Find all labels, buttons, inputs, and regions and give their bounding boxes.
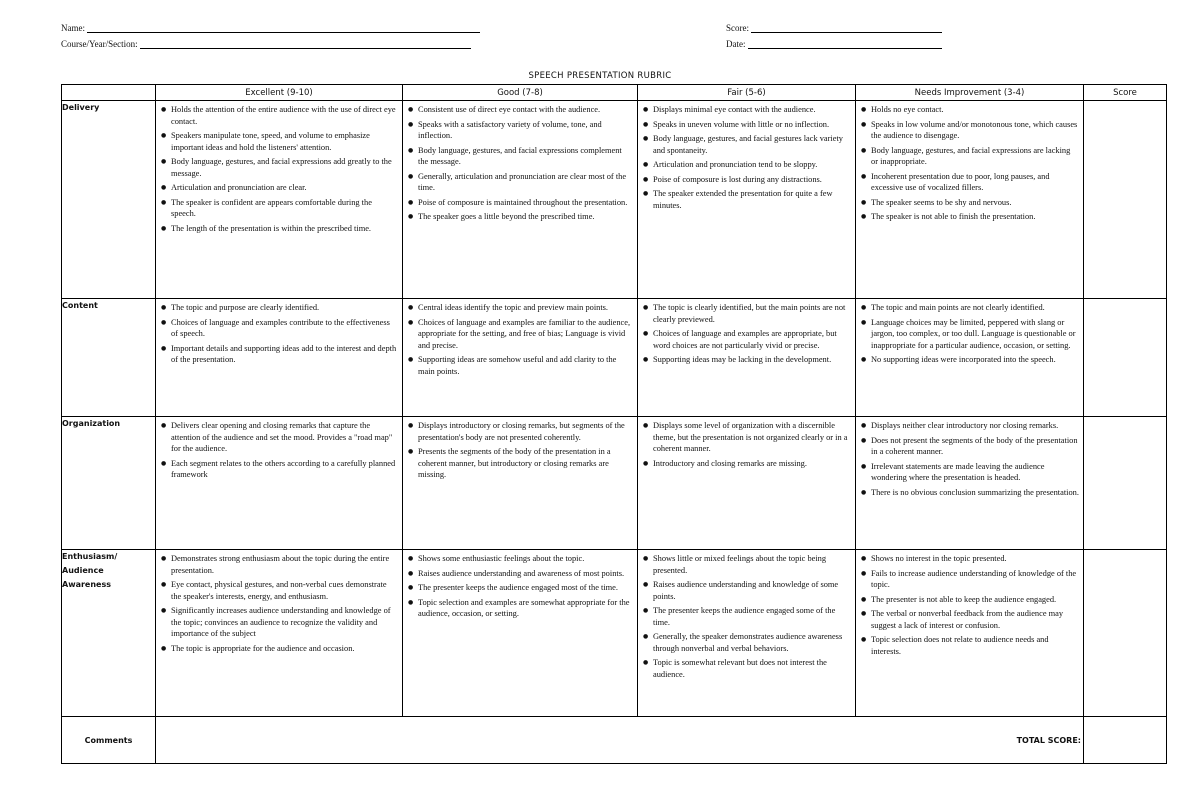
cell-enthusiasm-fair [638,550,856,717]
category-organization: Organization [62,417,156,550]
criterion-item: ● Body language, gestures, and facial expressions are lacking or inappropriate. [860,145,1079,168]
criterion-item: ● The presenter keeps the audience engaged some of the time. [642,605,851,628]
cell-content-excellent [156,299,403,417]
header-fair: Fair (5-6) [638,85,856,101]
criterion-item: ● Generally, articulation and pronunciation are clear most of the time. [407,171,633,194]
total-score-cell[interactable] [1084,717,1167,764]
cell-enthusiasm-needs [856,550,1084,717]
total-score-label: TOTAL SCORE: [1016,736,1081,745]
criterion-item: ● Articulation and pronunciation tend to be sloppy. [642,159,851,171]
score-cell-enthusiasm[interactable] [1084,550,1167,717]
cell-delivery-excellent [156,101,403,299]
criterion-item: ● Presents the segments of the body of the presentation in a coherent manner, but introductory or closing remarks are missing. [407,446,633,481]
header-needs-improvement: Needs Improvement (3-4) [856,85,1084,101]
cell-delivery-good [403,101,638,299]
criterion-item: ● The speaker is not able to finish the presentation. [860,211,1079,223]
criterion-item: ● Choices of language and examples are appropriate, but word choices are not particularly vivid or precise. [642,328,851,351]
criterion-item: ● Central ideas identify the topic and preview main points. [407,302,633,314]
category-delivery: Delivery [62,101,156,299]
row-content [62,299,1167,417]
criterion-item: ● Shows little or mixed feelings about the topic being presented. [642,553,851,576]
name-line[interactable] [87,22,480,33]
criterion-item: ● The topic and purpose are clearly identified. [160,302,398,314]
criterion-item: ● No supporting ideas were incorporated into the speech. [860,354,1079,366]
name-field[interactable] [61,22,480,33]
rubric-title: SPEECH PRESENTATION RUBRIC [528,71,672,81]
criterion-item: ● Raises audience understanding and knowledge of some points. [642,579,851,602]
criterion-item: ● Body language, gestures, and facial expressions add greatly to the message. [160,156,398,179]
date-label: Date: [726,39,746,49]
date-line[interactable] [748,38,942,49]
course-label: Course/Year/Section: [61,39,138,49]
score-cell-delivery[interactable] [1084,101,1167,299]
header-row [62,85,1167,101]
row-enthusiasm [62,550,1167,717]
criterion-item: ● Speaks in uneven volume with little or no inflection. [642,119,851,131]
cell-content-needs [856,299,1084,417]
criterion-item: ● Body language, gestures, and facial gestures lack variety and spontaneity. [642,133,851,156]
criterion-item: ● Consistent use of direct eye contact with the audience. [407,104,633,116]
criterion-item: ● Body language, gestures, and facial expressions complement the message. [407,145,633,168]
criterion-item: ● Poise of composure is maintained throughout the presentation. [407,197,633,209]
criterion-item: ● Articulation and pronunciation are clear. [160,182,398,194]
criterion-item: ● Delivers clear opening and closing remarks that capture the attention of the audience and set the mood. Provides a "road map" for the audience. [160,420,398,455]
category-content: Content [62,299,156,417]
comments-label: Comments [62,717,156,764]
criterion-item: ● Holds no eye contact. [860,104,1079,116]
score-cell-content[interactable] [1084,299,1167,417]
cell-delivery-needs [856,101,1084,299]
cell-enthusiasm-excellent [156,550,403,717]
criterion-item: ● Choices of language and examples contribute to the effectiveness of speech. [160,317,398,340]
criterion-item: ● The topic and main points are not clearly identified. [860,302,1079,314]
criterion-item: ● Speakers manipulate tone, speed, and volume to emphasize important ideas and hold the listeners' attention. [160,130,398,153]
criterion-item: ● Displays neither clear introductory nor closing remarks. [860,420,1079,432]
comments-field[interactable] [156,717,1084,764]
criterion-item: ● The presenter keeps the audience engaged most of the time. [407,582,633,594]
criterion-item: ● Introductory and closing remarks are missing. [642,458,851,470]
criterion-item: ● Displays minimal eye contact with the audience. [642,104,851,116]
cell-organization-good [403,417,638,550]
criterion-item: ● Speaks with a satisfactory variety of volume, tone, and inflection. [407,119,633,142]
cell-organization-excellent [156,417,403,550]
criterion-item: ● Speaks in low volume and/or monotonous tone, which causes the audience to disengage. [860,119,1079,142]
cell-content-fair [638,299,856,417]
criterion-item: ● Important details and supporting ideas add to the interest and depth of the presentation. [160,343,398,366]
cell-content-good [403,299,638,417]
header-score: Score [1084,85,1167,101]
cell-organization-fair [638,417,856,550]
criterion-item: ● The presenter is not able to keep the audience engaged. [860,594,1079,606]
criterion-item: ● Language choices may be limited, peppered with slang or jargon, too complex, or too dull. Language is questionable or inappropriate for a particular audience, occasion, or setting. [860,317,1079,352]
cell-organization-needs [856,417,1084,550]
criterion-item: ● The speaker seems to be shy and nervous. [860,197,1079,209]
criterion-item: ● Supporting ideas are somehow useful and add clarity to the main points. [407,354,633,377]
criterion-item: ● Shows some enthusiastic feelings about the topic. [407,553,633,565]
criterion-item: ● Supporting ideas may be lacking in the development. [642,354,851,366]
criterion-item: ● Incoherent presentation due to poor, long pauses, and excessive use of vocalized fillers. [860,171,1079,194]
criterion-item: ● Poise of composure is lost during any distractions. [642,174,851,186]
header-blank [62,85,156,101]
score-cell-organization[interactable] [1084,417,1167,550]
header-good: Good (7-8) [403,85,638,101]
criterion-item: ● Generally, the speaker demonstrates audience awareness through nonverbal and verbal behaviors. [642,631,851,654]
score-field[interactable] [726,22,942,33]
criterion-item: ● Eye contact, physical gestures, and non-verbal cues demonstrate the speaker's interests, energy, and enthusiasm. [160,579,398,602]
criterion-item: ● Does not present the segments of the body of the presentation in a coherent manner. [860,435,1079,458]
cell-delivery-fair [638,101,856,299]
criterion-item: ● Topic selection does not relate to audience needs and interests. [860,634,1079,657]
criterion-item: ● Demonstrates strong enthusiasm about the topic during the entire presentation. [160,553,398,576]
name-label: Name: [61,23,85,33]
criterion-item: ● Shows no interest in the topic presented. [860,553,1079,565]
criterion-item: ● The topic is clearly identified, but the main points are not clearly previewed. [642,302,851,325]
criterion-item: ● The topic is appropriate for the audience and occasion. [160,643,398,655]
score-line[interactable] [751,22,942,33]
header-excellent: Excellent (9-10) [156,85,403,101]
criterion-item: ● Displays introductory or closing remarks, but segments of the presentation's body are not presented coherently. [407,420,633,443]
criterion-item: ● The speaker extended the presentation for quite a few minutes. [642,188,851,211]
criterion-item: ● The length of the presentation is within the prescribed time. [160,223,398,235]
criterion-item: ● The speaker is confident are appears comfortable during the speech. [160,197,398,220]
criterion-item: ● Topic is somewhat relevant but does not interest the audience. [642,657,851,680]
criterion-item: ● Significantly increases audience understanding and knowledge of the topic; convinces an audience to recognize the validity and importance of the subject [160,605,398,640]
criterion-item: ● The verbal or nonverbal feedback from the audience may suggest a lack of interest or confusion. [860,608,1079,631]
criterion-item: ● Fails to increase audience understanding of knowledge of the topic. [860,568,1079,591]
criterion-item: ● Irrelevant statements are made leaving the audience wondering where the presentation is headed. [860,461,1079,484]
course-field[interactable] [61,38,471,49]
score-label: Score: [726,23,749,33]
criterion-item: ● Topic selection and examples are somewhat appropriate for the audience, occasion, or setting. [407,597,633,620]
criterion-item: ● Holds the attention of the entire audience with the use of direct eye contact. [160,104,398,127]
date-field[interactable] [726,38,942,49]
course-line[interactable] [140,38,471,49]
criterion-item: ● Raises audience understanding and awareness of most points. [407,568,633,580]
criterion-item: ● There is no obvious conclusion summarizing the presentation. [860,487,1079,499]
category-enthusiasm: Enthusiasm/ Audience Awareness [62,550,156,717]
criterion-item: ● Each segment relates to the others according to a carefully planned framework [160,458,398,481]
row-organization [62,417,1167,550]
row-comments [62,717,1167,764]
rubric-table [61,84,1167,764]
cell-enthusiasm-good [403,550,638,717]
row-delivery [62,101,1167,299]
criterion-item: ● Choices of language and examples are familiar to the audience, appropriate for the setting, and free of bias; Language is vivid and precise. [407,317,633,352]
criterion-item: ● Displays some level of organization with a discernible theme, but the presentation is not organized clearly or in a coherent manner. [642,420,851,455]
criterion-item: ● The speaker goes a little beyond the prescribed time. [407,211,633,223]
